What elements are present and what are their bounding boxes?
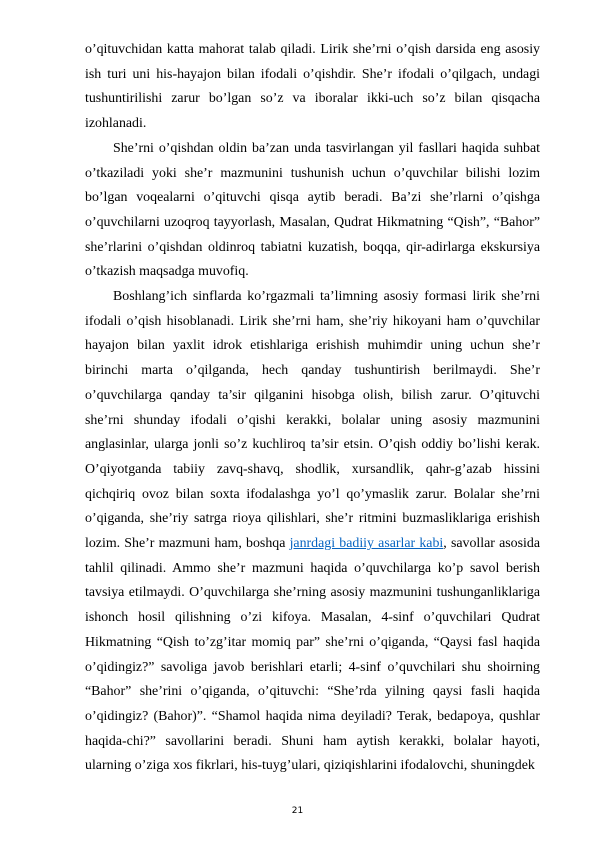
paragraph-3 bbox=[85, 285, 540, 779]
paragraph-1: o’qituvchidan katta mahorat talab qiladi. Lirik she’rni o’qish darsida eng asosiy ish turi uni his-hayajon bilan ifodali o’qishdir. She’r ifodali o’qilgach, undagi tushuntirilishi zarur bo’lgan so’z va iboralar ikki-uch so’z bilan qisqacha izohlanadi. bbox=[85, 42, 540, 132]
body-text bbox=[85, 38, 540, 779]
paragraph-3-text-start: Boshlang’ich sinflarda ko’rgazmali ta’limning asosiy formasi lirik she’rni ifodali o’qish hisoblanadi. Lirik she’rni ham, she’riy hikoyani ham o’quvchilar hayajon bilan yaxlit idrok etishlariga erishish muhimdir uning uchun she’r birinchi marta o’qilganda, hech qanday tushuntirish berilmaydi. She’r o’quvchilarga qanday ta’sir qilganini hisobga olish, bilish zarur. O’qituvchi she’rni shunday ifodali o’qishi kerakki, bolalar uning asosiy mazmunini anglasinlar, ularga jonli so’z kuchliroq ta’sir etsin. O’qish oddiy bo’lishi kerak. O’qiyotganda tabiiy zavq-shavq, shodlik, xursandlik, qahr-g’azab hissini qichqiriq ovoz bilan soxta ifodalashga yo’l qo’ymaslik zarur. Bolalar she’rni o’qiganda, she’riy satrga rioya qilishlari, she’r ritmini buzmasliklariga erishish lozim. She’r mazmuni ham, boshqa bbox=[85, 289, 540, 552]
page-number: 21 bbox=[291, 806, 304, 816]
genre-link[interactable]: janrdagi badiiy asarlar kabi bbox=[289, 536, 444, 552]
paragraph-2: She’rni o’qishdan oldin ba’zan unda tasvirlangan yil fasllari haqida suhbat o’tkaziladi yoki she’r mazmunini tushunish uchun o’quvchilar bilishi lozim bo’lgan voqealarni o’qituvchi qisqa aytib beradi. Ba’zi she’rlarni o’qishga o’quvchilarni uzoqroq tayyorlash, Masalan, Qudrat Hikmatning “Qish”, “Bahor” she’rlarini o’qishdan oldinroq tabiatni kuzatish, boqqa, qir-adirlarga ekskursiya o’tkazish maqsadga muvofiq. bbox=[85, 140, 540, 280]
paragraph-3-text-end: , savollar asosida tahlil qilinadi. Ammo she’r mazmuni haqida o’quvchilarga ko’p savol berish tavsiya etilmaydi. O’quvchilarga she’rning asosiy mazmunini tushunganliklariga ishonch hosil qilishning o’zi kifoya. Masalan, 4-sinf o’quvchilari Qudrat Hikmatning “Qish to’zg’itar momiq par” she’rni o’qiganda, “Qaysi fasl haqida o’qidingiz?” savoliga javob berishlari etarli; 4-sinf o’quvchilari shu shoirning “Bahor” she’rini o’qiganda, o’qituvchi: “She’rda yilning qaysi fasli haqida o’qidingiz? (Bahor)”. “Shamol haqida nima deyiladi? Terak, bedapoya, qushlar haqida-chi?” savollarini beradi. Shuni ham aytish kerakki, bolalar hayoti, ularning o’ziga xos fikrlari, his-tuyg’ulari, qiziqishlarini ifodalovchi, shuningdek bbox=[85, 536, 540, 774]
